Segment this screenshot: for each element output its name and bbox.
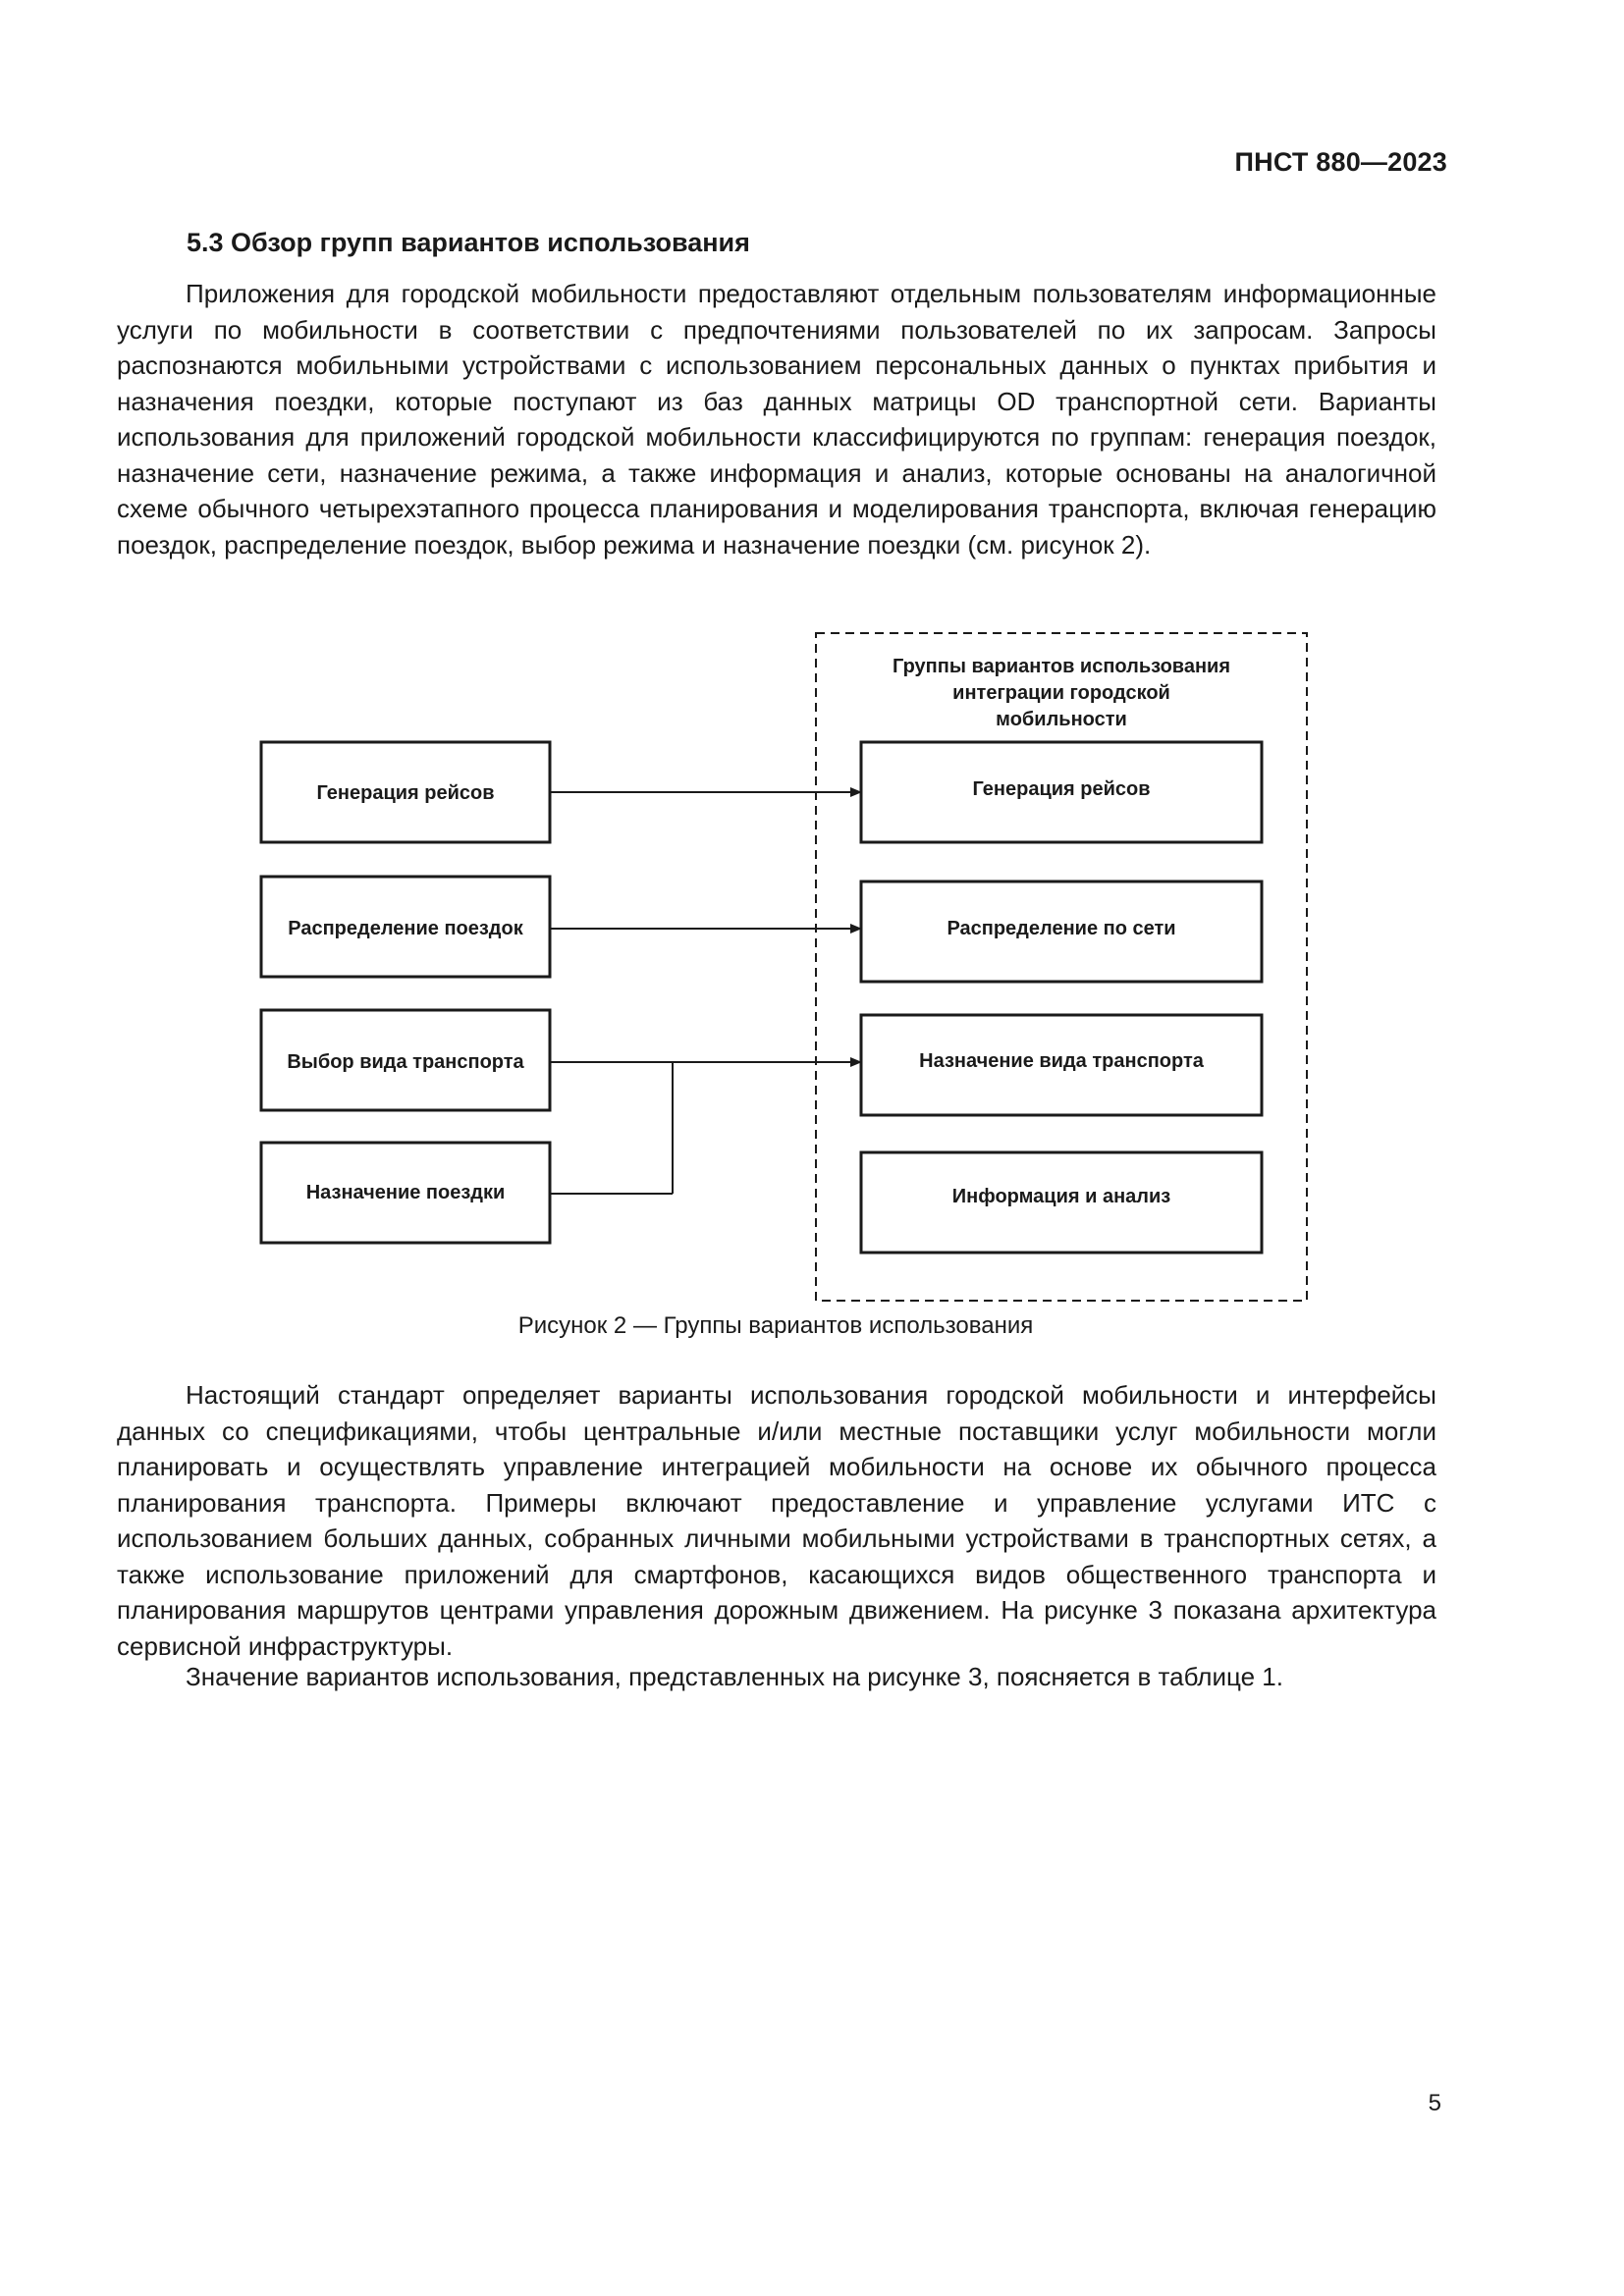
right-box-mode-assignment-label: Назначение вида транспорта	[919, 1050, 1204, 1072]
left-box-trip-generation-label: Генерация рейсов	[316, 782, 495, 804]
right-box-information-analysis-label: Информация и анализ	[951, 1186, 1171, 1207]
figure-caption: Рисунок 2 — Группы вариантов использования	[517, 1312, 1034, 1339]
left-box-mode-choice-label: Выбор вида транспорта	[287, 1051, 524, 1073]
document-id: ПНСТ 880—2023	[1234, 147, 1447, 177]
group-title-line-2: интеграции городской	[952, 682, 1170, 704]
right-box-trip-generation-label: Генерация рейсов	[972, 778, 1151, 800]
page-number: 5	[1428, 2090, 1441, 2116]
paragraph-table-reference: Значение вариантов использования, представленных на рисунке 3, поясняется в таблице 1.	[186, 1662, 1283, 1691]
group-title-line-3: мобильности	[996, 709, 1127, 730]
paragraph-intro: Приложения для городской мобильности предоставляют отдельным пользователям информационные услуги по мобильности в соответствии с предпочтениями пользователей по их запросам. Запросы распознаются мобильными устройствами с использованием персональных данных о пунктах прибытия и назначения поездки, которые поступают из баз данных матрицы OD транспортной сети. Варианты использования для приложений городской мобильности классифицируются по группам: генерация поездок, назначение сети, назначение режима, а также информация и анализ, которые основаны на аналогичной схеме обычного четырехэтапного процесса планирования и моделирования транспорта, включая генерацию поездок, распределение поездок, выбор режима и назначение поездки (см. рисунок 2).	[117, 279, 1436, 560]
group-title-line-1: Группы вариантов использования	[893, 656, 1230, 677]
left-box-trip-assignment-label: Назначение поездки	[305, 1182, 506, 1203]
section-title: 5.3 Обзор групп вариантов использования	[187, 228, 750, 257]
right-box-network-distribution-label: Распределение по сети	[947, 918, 1176, 939]
left-box-trip-distribution-label: Распределение поездок	[288, 918, 523, 939]
paragraph-standard-scope: Настоящий стандарт определяет варианты использования городской мобильности и интерфейсы данных со спецификациями, чтобы центральные и/или местные поставщики услуг мобильности могли планировать и осуществлять управление интеграцией мобильности на основе их обычного процесса планирования транспорта. Примеры включают предоставление и управление услугами ИТС с использованием больших данных, собранных личными мобильными устройствами в транспортных сетях, а также использование приложений для смартфонов, касающихся видов общественного транспорта и планирования маршрутов центрами управления дорожным движением. На рисунке 3 показана архитектура сервисной инфраструктуры.	[117, 1380, 1436, 1661]
